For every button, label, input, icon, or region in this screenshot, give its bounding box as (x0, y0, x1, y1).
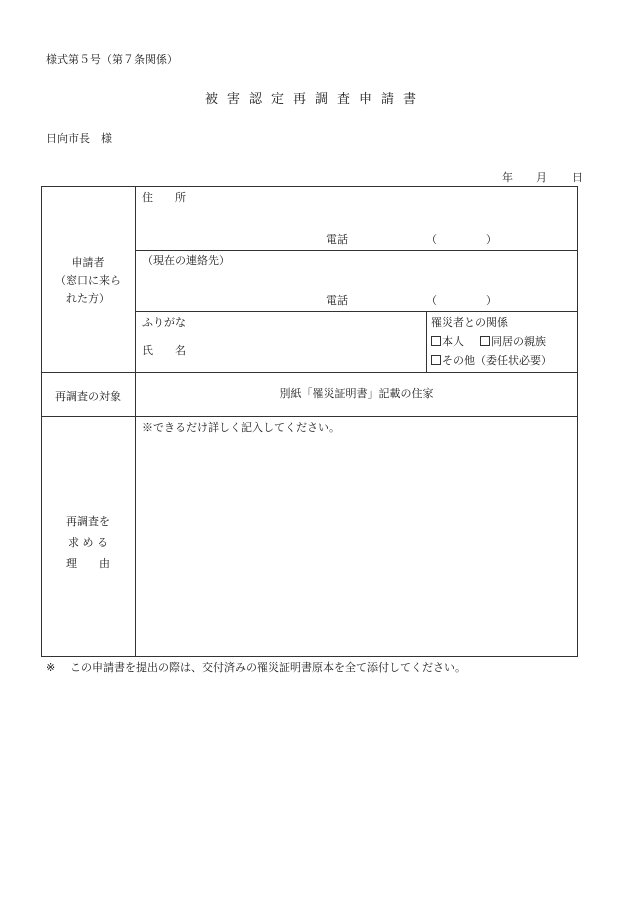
relation-option-self[interactable] (431, 336, 464, 347)
applicant-label-line1: 申請者 (71, 256, 105, 269)
reason-label (41, 511, 135, 574)
relation-option-self-label: 本人 (442, 335, 464, 348)
current-contact-label: （現在の連絡先） (142, 254, 230, 267)
phone-paren-close: ） (486, 233, 497, 246)
checkbox-family[interactable] (480, 336, 490, 346)
applicant-label-line3: れた方） (66, 292, 110, 305)
table-divider-applicant (41, 372, 578, 373)
table-divider-contact (135, 311, 578, 312)
reason-text-area[interactable] (140, 440, 572, 650)
reason-instruction: ※できるだけ詳しく記入してください。 (142, 421, 340, 434)
footnote-text: この申請書を提出の際は、交付済みの罹災証明書原本を全て添付してください。 (70, 661, 466, 674)
table-label-column-divider (135, 186, 136, 656)
target-value: 別紙「罹災証明書」記載の住家 (279, 387, 434, 400)
checkbox-other[interactable] (431, 355, 441, 365)
relation-option-other-label: その他（委任状必要） (442, 354, 552, 367)
applicant-label (41, 254, 135, 308)
addressee: 日向市長 様 (46, 132, 112, 145)
table-divider-target (41, 416, 578, 417)
name-label: 氏 名 (142, 344, 186, 357)
reason-label-line3: 理 由 (66, 557, 110, 570)
furigana-label: ふりがな (142, 316, 186, 329)
phone-label: 電話 (326, 233, 348, 246)
form-number: 様式第５号（第７条関係） (46, 53, 178, 66)
footnote-mark: ※ (46, 661, 56, 674)
target-label: 再調査の対象 (55, 390, 121, 403)
address-label: 住 所 (142, 191, 186, 204)
applicant-label-line2: （窓口に来ら (55, 274, 121, 287)
relation-option-family[interactable] (480, 336, 546, 347)
reason-label-line2: 求 め る (68, 536, 108, 549)
date-year-label: 年 (502, 171, 513, 184)
contact-phone-label: 電話 (326, 294, 348, 307)
document-title: 被害認定再調査申請書 (204, 92, 425, 107)
table-border-right (577, 186, 578, 656)
checkbox-self[interactable] (431, 336, 441, 346)
date-day-label: 日 (572, 171, 583, 184)
phone-paren-open: （ (426, 233, 437, 246)
relation-option-family-label: 同居の親族 (491, 335, 546, 348)
table-border-bottom (41, 656, 578, 657)
date-month-label: 月 (536, 171, 547, 184)
relation-option-other[interactable] (431, 355, 552, 366)
contact-phone-paren-close: ） (486, 294, 497, 307)
table-divider-address (135, 250, 578, 251)
contact-phone-paren-open: （ (426, 294, 437, 307)
reason-label-line1: 再調査を (66, 515, 110, 528)
table-border-top (41, 186, 578, 187)
relation-label: 罹災者との関係 (431, 316, 508, 329)
table-relation-divider (426, 311, 427, 372)
